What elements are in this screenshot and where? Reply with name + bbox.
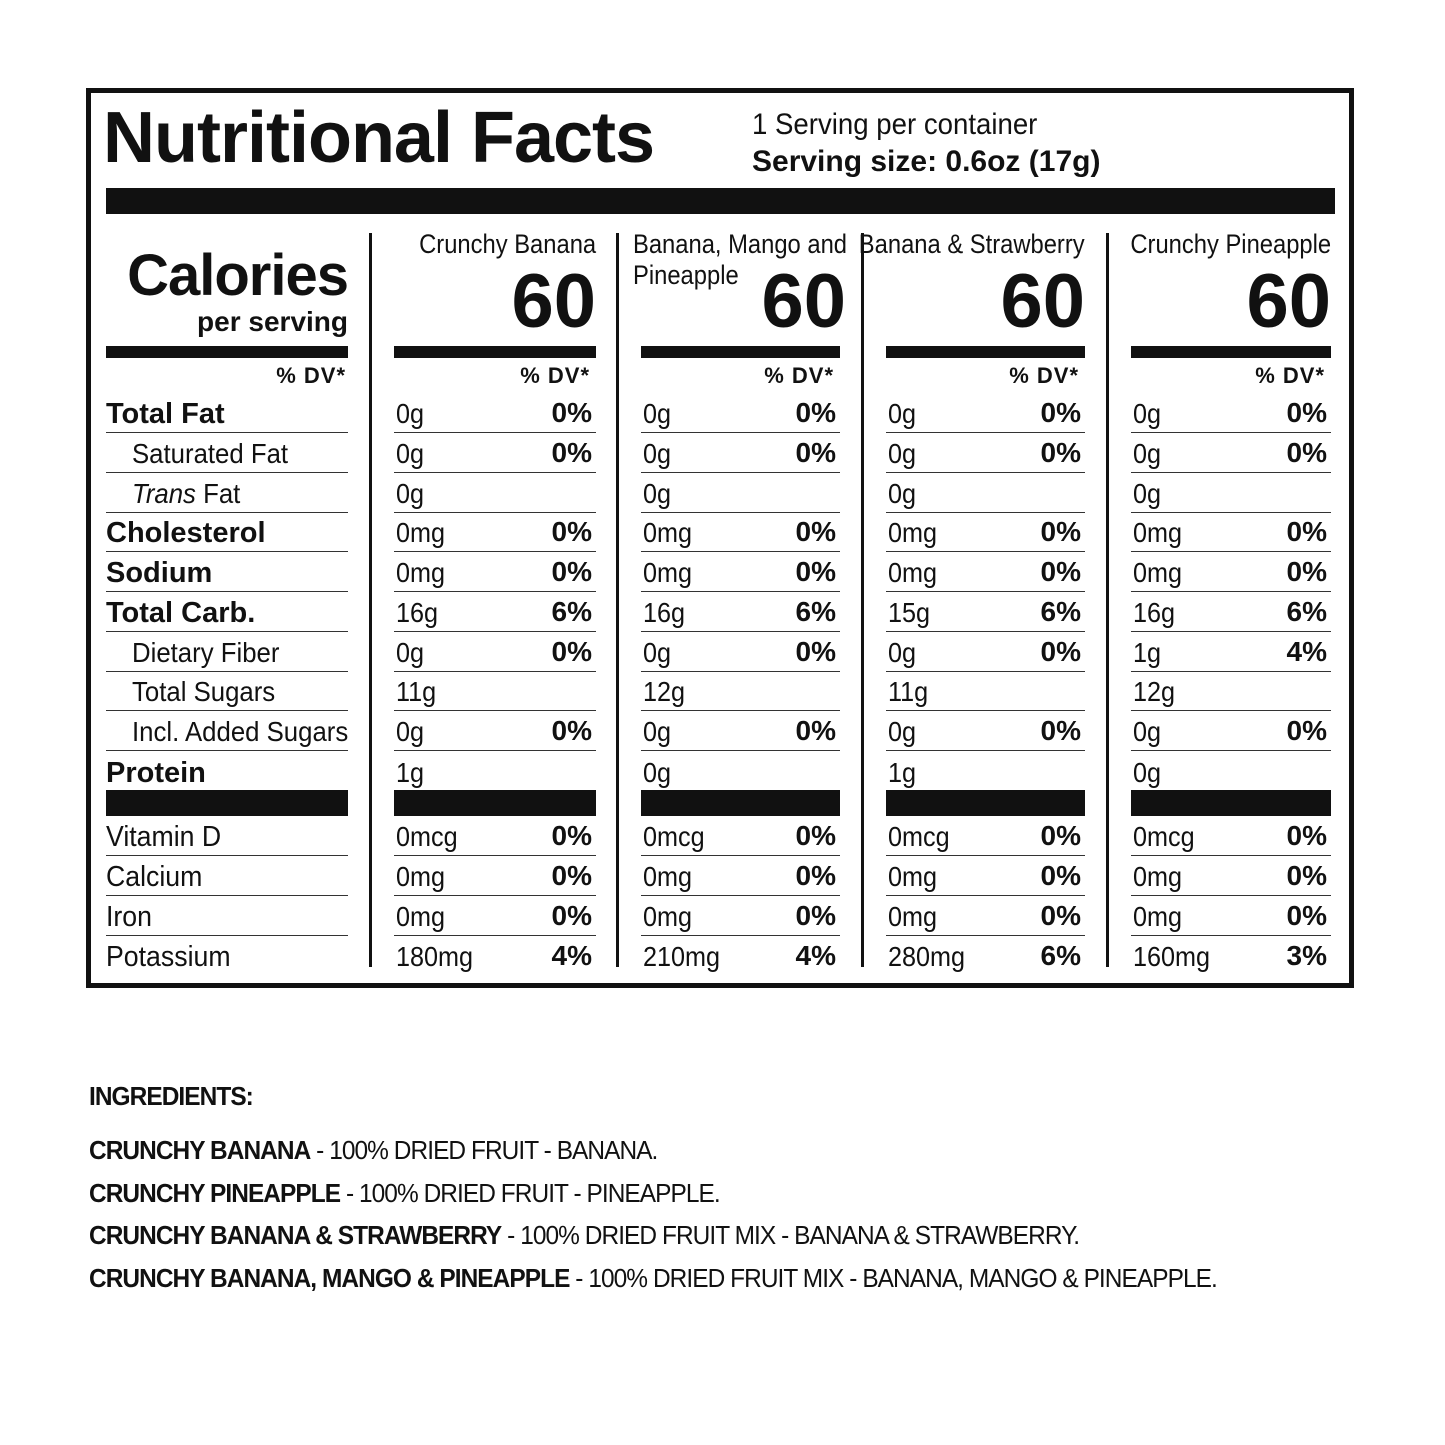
nutrient-row <box>1131 632 1331 672</box>
product-column-banana-strawberry <box>859 0 1085 1000</box>
nutrient-amount: 0mg <box>888 517 938 548</box>
nutrient-daily-value: 6% <box>795 596 836 627</box>
vitamin-amount: 160mg <box>1133 941 1211 972</box>
nutrient-row <box>641 433 840 473</box>
nutrient-label: Total Carb. <box>106 597 256 629</box>
nutrient-row <box>106 671 348 711</box>
nutrient-daily-value: 0% <box>1040 715 1081 746</box>
vitamin-amount: 210mg <box>643 941 721 972</box>
nutrient-daily-value: 0% <box>1286 715 1327 746</box>
column-divider <box>861 233 864 967</box>
nutrient-row <box>394 552 596 592</box>
product-name-line2: Pineapple <box>633 260 739 290</box>
vitamin-amount: 0mg <box>1133 901 1183 932</box>
nutrient-row <box>641 711 840 751</box>
nutrient-amount: 0mg <box>643 557 693 588</box>
nutrient-daily-value: 0% <box>795 715 836 746</box>
nutrient-row <box>106 592 348 632</box>
product-column-banana-mango-pineapple <box>633 0 848 1000</box>
vitamin-amount: 0mg <box>396 861 446 892</box>
ingredient-line <box>89 1177 720 1209</box>
dv-header: % DV* <box>276 363 346 388</box>
dv-header: % DV* <box>764 363 834 388</box>
servings-per-container: 1 Serving per container <box>752 108 1038 141</box>
calories-value: 60 <box>1246 259 1331 344</box>
calories-value: 60 <box>511 259 596 344</box>
nutrient-daily-value: 0% <box>1040 556 1081 587</box>
nutrient-amount: 16g <box>1133 597 1176 628</box>
nutrient-daily-value: 4% <box>1286 636 1327 667</box>
nutrient-row <box>106 711 348 751</box>
nutrient-daily-value: 0% <box>795 397 836 428</box>
nutrient-amount: 1g <box>888 757 917 788</box>
vitamin-daily-value: 0% <box>1040 900 1081 931</box>
nutrient-daily-value: 0% <box>795 516 836 547</box>
vitamin-row <box>641 856 840 896</box>
nutrient-row <box>641 473 840 513</box>
vitamin-amount: 0mcg <box>396 821 458 852</box>
nutrient-row <box>641 671 840 711</box>
nutrient-amount: 0mg <box>643 517 693 548</box>
vitamin-divider-bar <box>1131 790 1331 816</box>
nutrient-row <box>106 552 348 592</box>
nutrient-row <box>1131 393 1331 433</box>
vitamin-daily-value: 4% <box>551 940 592 971</box>
nutrient-daily-value: 6% <box>1286 596 1327 627</box>
nutrient-row <box>394 473 596 513</box>
nutrient-amount: 0g <box>643 478 672 509</box>
nutrient-label: Total Sugars <box>132 676 276 707</box>
nutrient-row <box>641 393 840 433</box>
calories-divider-bar <box>106 346 348 358</box>
nutrient-amount: 0g <box>396 478 425 509</box>
nutrient-amount: 0g <box>888 716 917 747</box>
nutrient-amount: 0g <box>888 637 917 668</box>
nutrient-row <box>394 632 596 672</box>
nutrient-amount: 0g <box>643 398 672 429</box>
nutrient-amount: 1g <box>396 757 425 788</box>
nutrient-amount: 0g <box>1133 398 1162 429</box>
vitamin-daily-value: 0% <box>1040 820 1081 851</box>
nutrient-row <box>886 433 1085 473</box>
nutrient-amount: 0g <box>1133 438 1162 469</box>
vitamin-row <box>394 896 596 936</box>
vitamin-row <box>106 816 348 856</box>
vitamin-amount: 0mcg <box>888 821 950 852</box>
nutrient-amount: 0g <box>888 398 917 429</box>
calories-value: 60 <box>761 259 846 344</box>
ingredient-product-name: CRUNCHY BANANA & STRAWBERRY <box>89 1220 502 1250</box>
nutrient-row <box>394 751 596 791</box>
vitamin-daily-value: 0% <box>1040 860 1081 891</box>
nutrient-label <box>132 477 240 511</box>
nutrient-row <box>886 632 1085 672</box>
vitamin-daily-value: 0% <box>795 820 836 851</box>
calories-value: 60 <box>1000 259 1085 344</box>
nutrient-amount: 0g <box>396 716 425 747</box>
nutrient-amount: 11g <box>888 676 929 707</box>
vitamin-amount: 0mcg <box>1133 821 1195 852</box>
vitamin-amount: 0mg <box>888 901 938 932</box>
vitamin-row <box>886 816 1085 856</box>
vitamin-amount: 0mg <box>396 901 446 932</box>
nutrient-daily-value: 0% <box>795 556 836 587</box>
nutrient-row <box>886 592 1085 632</box>
calories-divider-bar <box>886 346 1085 358</box>
vitamin-amount: 0mg <box>1133 861 1183 892</box>
vitamin-row <box>641 816 840 856</box>
nutrient-daily-value: 0% <box>1286 437 1327 468</box>
vitamin-amount: 0mcg <box>643 821 705 852</box>
nutrient-amount: 15g <box>888 597 931 628</box>
nutrient-daily-value: 0% <box>551 437 592 468</box>
nutrient-row <box>886 751 1085 791</box>
nutrient-daily-value: 0% <box>795 636 836 667</box>
nutrient-row <box>886 552 1085 592</box>
nutrient-amount: 0g <box>643 716 672 747</box>
nutrient-amount: 0g <box>888 438 917 469</box>
dv-header: % DV* <box>520 363 590 388</box>
nutrient-row <box>886 473 1085 513</box>
vitamin-daily-value: 0% <box>551 900 592 931</box>
nutrient-row <box>1131 671 1331 711</box>
nutrient-label: Protein <box>106 757 206 789</box>
nutrient-row <box>886 671 1085 711</box>
vitamin-row <box>886 896 1085 936</box>
calories-divider-bar <box>1131 346 1331 358</box>
ingredient-product-name: CRUNCHY PINEAPPLE <box>89 1178 341 1208</box>
nutrient-row <box>641 751 840 791</box>
nutrient-daily-value: 0% <box>551 516 592 547</box>
nutrient-daily-value: 0% <box>551 556 592 587</box>
nutrient-row <box>106 473 348 513</box>
vitamin-row <box>1131 816 1331 856</box>
nutrient-amount: 0mg <box>396 557 446 588</box>
nutrient-row <box>641 592 840 632</box>
nutrient-amount: 0g <box>643 757 672 788</box>
ingredient-description: - 100% DRIED FRUIT - BANANA. <box>310 1135 658 1165</box>
nutrient-row <box>1131 473 1331 513</box>
vitamin-row <box>641 896 840 936</box>
nutrient-amount: 0g <box>396 398 425 429</box>
calories-divider-bar <box>641 346 840 358</box>
vitamin-row <box>394 935 596 975</box>
vitamin-row <box>1131 935 1331 975</box>
nutrient-row <box>1131 512 1331 552</box>
per-serving-label: per serving <box>197 306 348 337</box>
nutrient-label-rest: Fat <box>195 478 241 509</box>
vitamin-label: Vitamin D <box>106 821 222 853</box>
vitamin-label: Calcium <box>106 861 203 893</box>
vitamin-daily-value: 3% <box>1286 940 1327 971</box>
column-divider <box>1106 233 1109 967</box>
nutrient-row <box>394 393 596 433</box>
serving-size: Serving size: 0.6oz (17g) <box>752 145 1101 178</box>
vitamin-divider-bar <box>886 790 1085 816</box>
nutrient-label: Incl. Added Sugars <box>132 716 349 747</box>
vitamin-row <box>106 856 348 896</box>
nutrient-row <box>106 393 348 433</box>
nutrient-daily-value: 0% <box>795 437 836 468</box>
product-name: Crunchy Pineapple <box>1130 229 1331 259</box>
nutrient-amount: 16g <box>396 597 439 628</box>
nutrient-row <box>1131 433 1331 473</box>
panel-title: Nutritional Facts <box>103 98 655 178</box>
nutrient-amount: 16g <box>643 597 686 628</box>
vitamin-amount: 0mg <box>888 861 938 892</box>
nutrient-amount: 12g <box>643 676 686 707</box>
ingredient-line <box>89 1262 1217 1294</box>
nutrient-row <box>106 751 348 791</box>
nutrient-amount: 0mg <box>396 517 446 548</box>
nutrient-row <box>394 671 596 711</box>
nutrient-amount: 0g <box>643 637 672 668</box>
nutrient-label-italic: Trans <box>132 478 196 509</box>
vitamin-daily-value: 0% <box>1286 820 1327 851</box>
vitamin-row <box>106 935 348 975</box>
vitamin-daily-value: 0% <box>1286 900 1327 931</box>
nutrient-amount: 0g <box>888 478 917 509</box>
nutrient-row <box>886 393 1085 433</box>
nutrient-amount: 0g <box>1133 757 1162 788</box>
nutrient-row <box>394 711 596 751</box>
ingredients-heading: INGREDIENTS: <box>89 1081 253 1111</box>
nutrient-label-column <box>106 0 348 1000</box>
calories-divider-bar <box>394 346 596 358</box>
column-divider <box>369 233 372 967</box>
vitamin-row <box>394 856 596 896</box>
nutrient-amount: 0mg <box>1133 517 1183 548</box>
nutrient-daily-value: 0% <box>551 636 592 667</box>
nutrient-amount: 0mg <box>1133 557 1183 588</box>
product-name: Crunchy Banana <box>418 229 596 259</box>
nutrient-row <box>1131 751 1331 791</box>
vitamin-daily-value: 0% <box>551 860 592 891</box>
product-name: Banana & Strawberry <box>859 229 1085 259</box>
vitamin-divider-bar <box>641 790 840 816</box>
column-divider <box>616 233 619 967</box>
nutrient-row <box>1131 592 1331 632</box>
vitamin-label: Iron <box>106 901 152 933</box>
nutrient-label: Saturated Fat <box>132 438 289 469</box>
nutrient-daily-value: 0% <box>551 715 592 746</box>
nutrient-daily-value: 6% <box>1040 596 1081 627</box>
nutrient-amount: 0g <box>396 438 425 469</box>
nutrient-amount: 0g <box>1133 716 1162 747</box>
nutrient-row <box>641 632 840 672</box>
nutrient-amount: 11g <box>396 676 437 707</box>
vitamin-label: Potassium <box>106 941 231 973</box>
nutrient-label: Sodium <box>106 557 213 589</box>
nutrient-daily-value: 6% <box>551 596 592 627</box>
nutrient-amount: 0g <box>643 438 672 469</box>
vitamin-row <box>1131 896 1331 936</box>
ingredient-product-name: CRUNCHY BANANA <box>89 1135 311 1165</box>
nutrient-row <box>394 433 596 473</box>
vitamin-row <box>1131 856 1331 896</box>
nutrient-amount: 12g <box>1133 676 1176 707</box>
vitamin-divider-bar <box>394 790 596 816</box>
vitamin-amount: 0mg <box>643 901 693 932</box>
ingredient-description: - 100% DRIED FRUIT MIX - BANANA & STRAWBERRY. <box>501 1220 1080 1250</box>
nutrient-daily-value: 0% <box>1286 556 1327 587</box>
vitamin-daily-value: 0% <box>1286 860 1327 891</box>
nutrient-daily-value: 0% <box>551 397 592 428</box>
vitamin-daily-value: 0% <box>795 860 836 891</box>
nutrient-label: Total Fat <box>106 398 225 430</box>
vitamin-row <box>886 935 1085 975</box>
product-column-crunchy-banana <box>394 0 596 1000</box>
nutrient-daily-value: 0% <box>1040 636 1081 667</box>
nutrient-daily-value: 0% <box>1040 516 1081 547</box>
nutrient-amount: 0g <box>1133 478 1162 509</box>
nutrient-label: Dietary Fiber <box>132 637 280 668</box>
nutrient-label: Cholesterol <box>106 517 266 549</box>
nutrient-daily-value: 0% <box>1040 437 1081 468</box>
ingredient-line <box>89 1219 1079 1251</box>
product-column-crunchy-pineapple <box>1131 0 1331 1000</box>
nutrient-row <box>641 552 840 592</box>
nutrient-row <box>106 512 348 552</box>
vitamin-row <box>641 935 840 975</box>
ingredient-product-name: CRUNCHY BANANA, MANGO & PINEAPPLE <box>89 1263 570 1293</box>
calories-heading: Calories <box>127 243 348 308</box>
nutrient-amount: 1g <box>1133 637 1162 668</box>
dv-header: % DV* <box>1255 363 1325 388</box>
product-name-line1: Banana, Mango and <box>633 229 848 259</box>
nutrient-row <box>886 711 1085 751</box>
nutrient-amount: 0g <box>396 637 425 668</box>
nutrient-row <box>394 592 596 632</box>
vitamin-daily-value: 6% <box>1040 940 1081 971</box>
dv-header: % DV* <box>1009 363 1079 388</box>
ingredient-line <box>89 1134 657 1166</box>
nutrient-row <box>641 512 840 552</box>
nutrient-daily-value: 0% <box>1286 397 1327 428</box>
nutrient-row <box>1131 711 1331 751</box>
nutrient-amount: 0mg <box>888 557 938 588</box>
vitamin-amount: 0mg <box>643 861 693 892</box>
nutrient-row <box>394 512 596 552</box>
vitamin-daily-value: 0% <box>551 820 592 851</box>
ingredient-description: - 100% DRIED FRUIT MIX - BANANA, MANGO & PINEAPPLE. <box>569 1263 1217 1293</box>
ingredient-description: - 100% DRIED FRUIT - PINEAPPLE. <box>340 1178 720 1208</box>
nutrient-row <box>886 512 1085 552</box>
vitamin-amount: 180mg <box>396 941 474 972</box>
vitamin-row <box>106 896 348 936</box>
vitamin-amount: 280mg <box>888 941 966 972</box>
vitamin-divider-bar <box>106 790 348 816</box>
vitamin-daily-value: 4% <box>795 940 836 971</box>
vitamin-daily-value: 0% <box>795 900 836 931</box>
nutrient-row <box>1131 552 1331 592</box>
nutrient-daily-value: 0% <box>1286 516 1327 547</box>
vitamin-row <box>886 856 1085 896</box>
nutrient-daily-value: 0% <box>1040 397 1081 428</box>
vitamin-row <box>394 816 596 856</box>
nutrient-row <box>106 433 348 473</box>
nutrient-row <box>106 632 348 672</box>
